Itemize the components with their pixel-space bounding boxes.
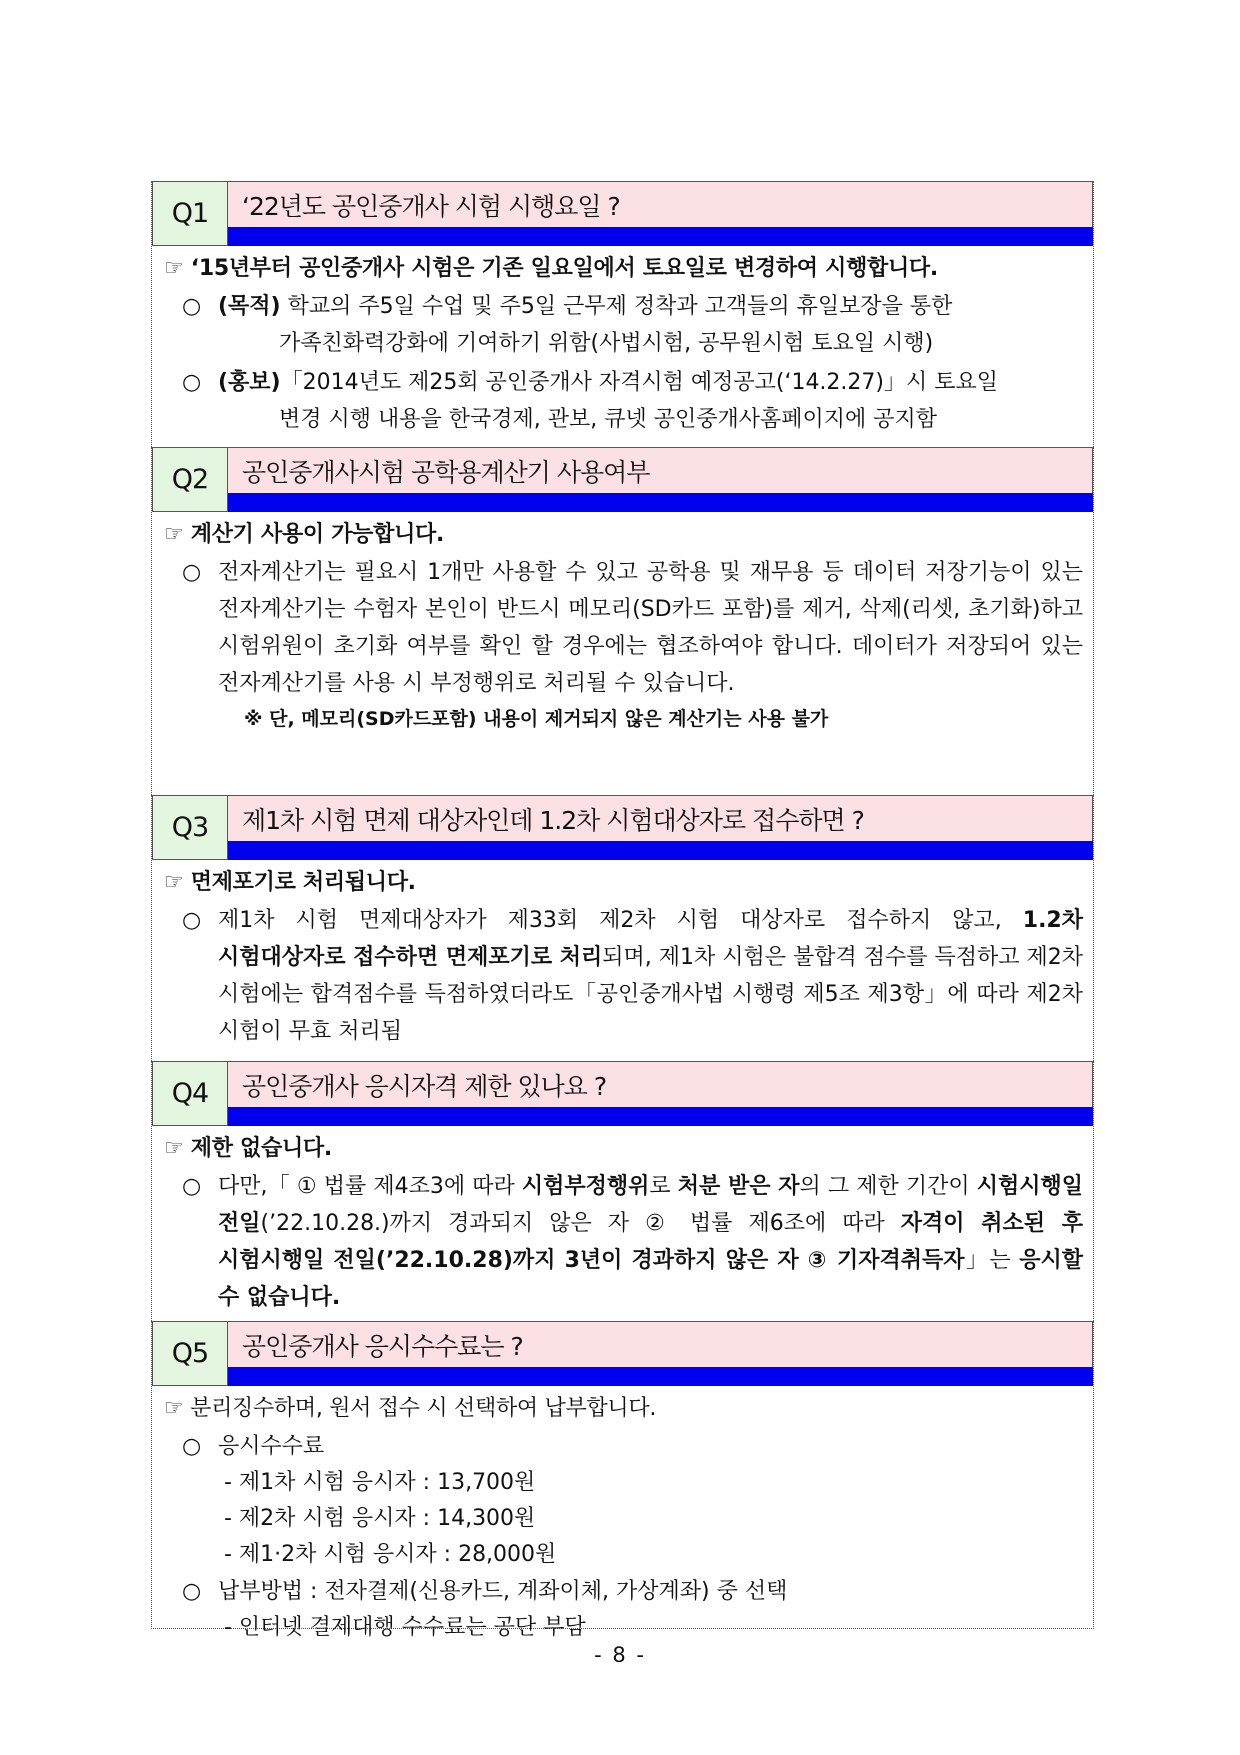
q5-pay-note: - 인터넷 결제대행 수수료는 공단 부담 [224,1615,586,1640]
q4-text-10: 응시할 수 없습니다. [218,1248,1083,1310]
q1-item1-label: (목적) [218,294,281,319]
q5-title-bar [228,1367,1093,1386]
q1-title: ‘22년도 공인중개사 시험 시행요일 ? [228,181,1093,227]
q4-text-7: (’22.10.28.)까지 경과되지 않은 자 ② 법률 제6조에 따라 [260,1211,901,1236]
q1-item1-line2: 가족친화력강화에 기여하기 위함(사법시험, 공무원시험 토요일 시행) [279,331,934,356]
q3-text-b: 1.2차 시험대상자로 접수하면 면제포기로 처리 [218,908,1083,970]
faq-document [151,181,1094,1640]
q3-text-a: 제1차 시험 면제대상자가 제33회 제2차 시험 대상자로 접수하지 않고, [218,908,1023,933]
q4-text-3: 로 [649,1174,678,1199]
q1-title-bar [228,227,1093,246]
q1-answer: ☞ ‘15년부터 공인중개사 시험은 기존 일요일에서 토요일로 변경하여 시행합니다. [164,256,938,281]
q5-fee-title: 응시수수료 [218,1434,325,1459]
q4-text-9: 」는 [964,1248,1020,1273]
q4-bullet: ○ [182,1174,202,1199]
q1-bullet-1: ○ [182,294,202,319]
q2-note: ※ 단, 메모리(SD카드포함) 내용이 제거되지 않은 계산기는 사용 불가 [244,708,829,730]
q3-number: Q3 [152,795,228,860]
faq-q1 [151,181,1094,447]
q1-header [152,181,1093,246]
faq-q4 [151,1061,1094,1321]
q5-fee-1: - 제1차 시험 응시자 : 13,700원 [224,1470,536,1495]
q3-title-bar [228,841,1093,860]
q2-title-bar [228,493,1093,512]
q5-bullet-2: ○ [182,1579,202,1604]
q2-bullet: ○ [182,560,202,585]
q5-bullet-1: ○ [182,1434,202,1459]
q2-title: 공인중개사시험 공학용계산기 사용여부 [228,447,1093,493]
q4-text-8: 자격이 취소된 후 시험시행일 전일(’22.10.28)까지 3년이 경과하지 않은 자 ③ 기자격취득자 [218,1211,1083,1273]
q4-text-4: 처분 받은 자 [677,1174,800,1199]
faq-q3 [151,795,1094,1061]
faq-q5 [151,1321,1094,1640]
q4-title-bar [228,1107,1093,1126]
q5-number: Q5 [152,1321,228,1386]
q4-header [152,1061,1093,1126]
q5-title: 공인중개사 응시수수료는 ? [228,1321,1093,1367]
q3-header [152,795,1093,860]
q4-text-2: 시험부정행위 [521,1174,650,1199]
q2-text: 전자계산기는 필요시 1개만 사용할 수 있고 공학용 및 재무용 등 데이터 저장기능이 있는 전자계산기는 수험자 본인이 반드시 메모리(SD카드 포함)를 제거, 삭제(리셋, 초기화)하고 시험위원이 초기화 여부를 확인 할 경우에는 협조하여야 합니다. 데이터가 저장되어 있는 전자계산기를 사용 시 부정행위로 처리될 수 있습니다. [218,560,1083,696]
q1-item2-line1: 「2014년도 제25회 공인중개사 자격시험 예정공고(‘14.2.27)」시 토요일 [280,370,998,395]
q1-number: Q1 [152,181,228,246]
q1-item2-label: (홍보) [218,370,281,395]
faq-q2 [151,447,1094,795]
q3-text-c: 되며, 제1차 시험은 불합격 점수를 득점하고 제2차 시험에는 합격점수를 득점하였더라도「공인중개사법 시행령 제5조 제3항」에 따라 제2차 시험이 무효 처리됨 [218,945,1084,1044]
q1-item2-line2: 변경 시행 내용을 한국경제, 관보, 큐넷 공인중개사홈페이지에 공지함 [279,407,937,432]
q3-bullet: ○ [182,908,202,933]
q4-answer: ☞ 제한 없습니다. [164,1136,332,1161]
q5-answer: ☞ 분리징수하며, 원서 접수 시 선택하여 납부합니다. [164,1396,657,1421]
q4-text-6: 시험시행일 전일 [218,1174,1083,1236]
q5-fee-2: - 제2차 시험 응시자 : 14,300원 [224,1506,536,1531]
q3-answer: ☞ 면제포기로 처리됩니다. [164,870,416,895]
q2-number: Q2 [152,447,228,512]
page-number: - 8 - [594,1643,646,1667]
q4-number: Q4 [152,1061,228,1126]
q1-bullet-2: ○ [182,370,202,395]
q5-pay: 납부방법 : 전자결제(신용카드, 계좌이체, 가상계좌) 중 선택 [218,1579,788,1604]
q2-answer: ☞ 계산기 사용이 가능합니다. [164,522,445,547]
q1-item1-line1: 학교의 주5일 수업 및 주5일 근무제 정착과 고객들의 휴일보장을 통한 [287,294,953,319]
q4-title: 공인중개사 응시자격 제한 있나요 ? [228,1061,1093,1107]
q5-header [152,1321,1093,1386]
q4-text-1: 다만,「 ① 법률 제4조3에 따라 [218,1174,522,1199]
q5-fee-3: - 제1·2차 시험 응시자 : 28,000원 [224,1542,557,1567]
q3-title: 제1차 시험 면제 대상자인데 1.2차 시험대상자로 접수하면 ? [228,795,1093,841]
q2-header [152,447,1093,512]
q4-text-5: 의 그 제한 기간이 [799,1174,977,1199]
